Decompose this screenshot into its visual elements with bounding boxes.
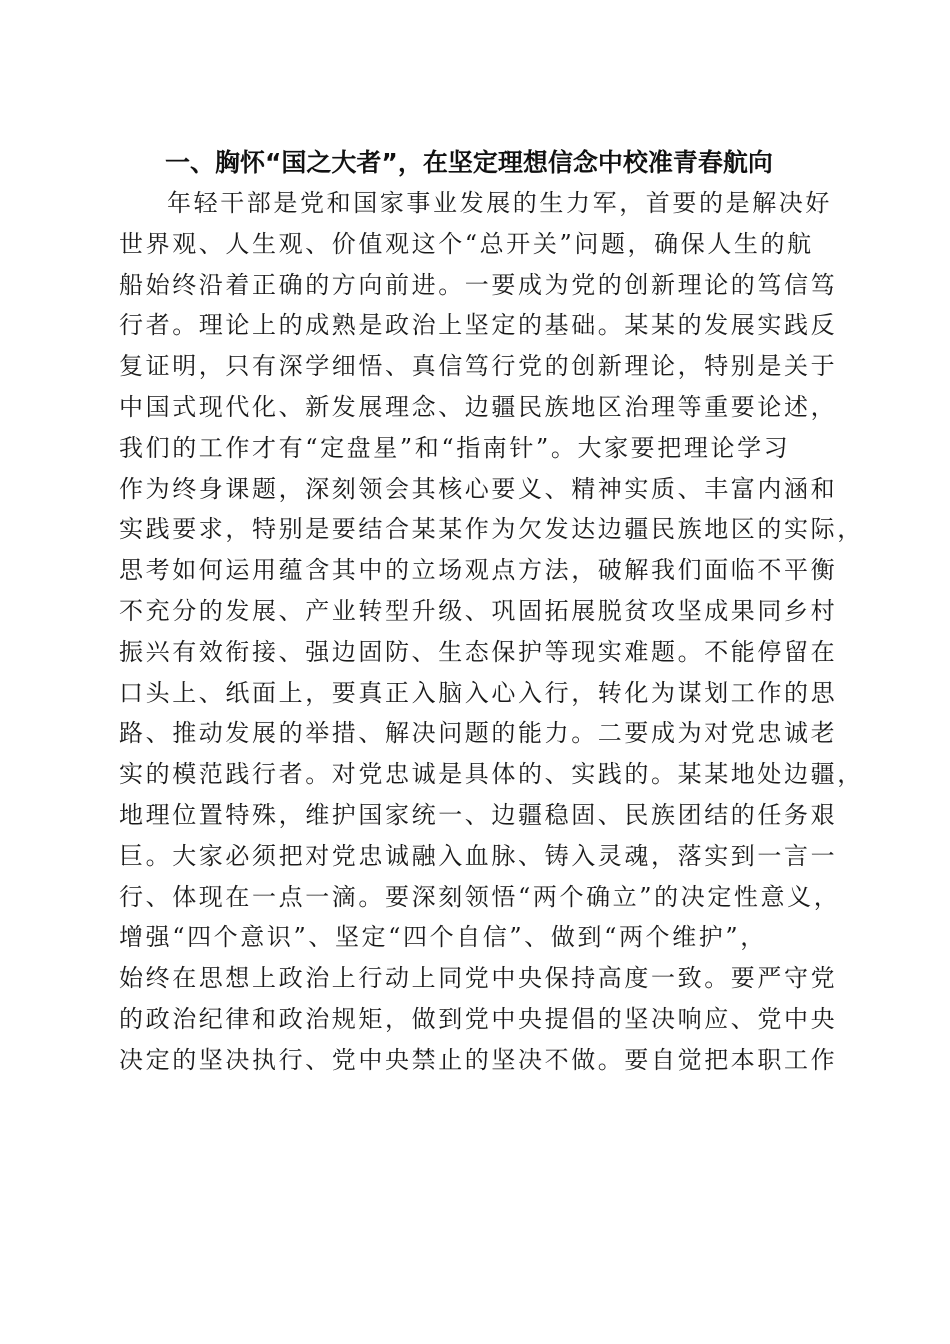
body-paragraph: [119, 183, 864, 1081]
paragraph-line: 不充分的发展、产业转型升级、巩固拓展脱贫攻坚成果同乡村: [119, 596, 838, 625]
paragraph-line: 始终在思想上政治上行动上同党中央保持高度一致。要严守党: [119, 964, 838, 993]
paragraph-line: 口头上、纸面上，要真正入脑入心入行，转化为谋划工作的思: [119, 678, 838, 707]
paragraph-line: 世界观、人生观、价值观这个“总开关”问题，确保人生的航: [119, 229, 814, 258]
paragraph-line: 实的模范践行者。对党忠诚是具体的、实践的。某某地处边疆，: [119, 760, 864, 789]
paragraph-line: 行、体现在一点一滴。要深刻领悟“两个确立”的决定性意义，: [119, 882, 841, 911]
section-heading: 一、胸怀“国之大者”，在坚定理想信念中校准青春航向: [165, 148, 773, 177]
paragraph-line: 地理位置特殊，维护国家统一、边疆稳固、民族团结的任务艰: [119, 800, 838, 829]
paragraph-line: 行者。理论上的成熟是政治上坚定的基础。某某的发展实践反: [119, 311, 838, 340]
paragraph-line: 路、推动发展的举措、解决问题的能力。二要成为对党忠诚老: [119, 719, 838, 748]
paragraph-line: 决定的坚决执行、党中央禁止的坚决不做。要自觉把本职工作: [119, 1045, 838, 1074]
paragraph-line: 增强“四个意识”、坚定“四个自信”、做到“两个维护”，: [119, 923, 767, 952]
paragraph-line: 作为终身课题，深刻领会其核心要义、精神实质、丰富内涵和: [119, 474, 838, 503]
paragraph-line: 巨。大家必须把对党忠诚融入血脉、铸入灵魂，落实到一言一: [119, 841, 838, 870]
paragraph-line: 年轻干部是党和国家事业发展的生力军，首要的是解决好: [167, 189, 832, 217]
paragraph-line: 船始终沿着正确的方向前进。一要成为党的创新理论的笃信笃: [119, 270, 838, 299]
paragraph-line: 我们的工作才有“定盘星”和“指南针”。大家要把理论学习: [119, 433, 791, 462]
paragraph-line: 中国式现代化、新发展理念、边疆民族地区治理等重要论述，: [119, 392, 838, 421]
paragraph-line: 复证明，只有深学细悟、真信笃行党的创新理论，特别是关于: [119, 352, 838, 381]
paragraph-line: 的政治纪律和政治规矩，做到党中央提倡的坚决响应、党中央: [119, 1004, 838, 1033]
paragraph-line: 实践要求，特别是要结合某某作为欠发达边疆民族地区的实际，: [119, 515, 864, 544]
paragraph-line: 思考如何运用蕴含其中的立场观点方法，破解我们面临不平衡: [119, 556, 838, 585]
paragraph-line: 振兴有效衔接、强边固防、生态保护等现实难题。不能停留在: [119, 637, 838, 666]
